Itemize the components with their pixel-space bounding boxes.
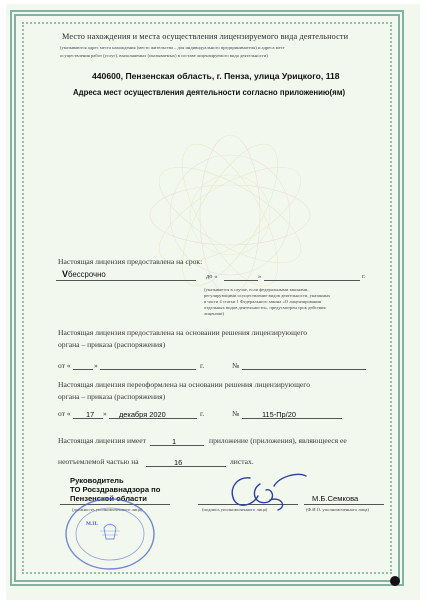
reissue-month-year: декабря 2020 (119, 410, 166, 419)
grant-number-line (242, 369, 366, 370)
reissue-quote-close: » (103, 409, 107, 418)
grant-from: от « (58, 361, 71, 370)
term-until-prefix: до « (206, 273, 218, 280)
term-check-mark: V (62, 269, 69, 279)
caption-name: (Ф.И.О. уполномоченного лица) (306, 507, 369, 512)
reissue-number-label: № (232, 409, 240, 418)
signatory-position-3: Пензенской области (70, 494, 147, 503)
stamp-mp: М.П. (86, 521, 98, 527)
grant-basis-line2: органа – приказа (распоряжения) (58, 340, 166, 349)
caption-signature: (подпись уполномоченного лица) (202, 507, 268, 512)
reissue-day: 17 (86, 410, 95, 419)
grant-year-suffix: г. (200, 361, 205, 370)
appendix-prefix: Настоящая лицензия имеет (58, 436, 146, 445)
appendix-suffix: приложение (приложения), являющееся ее (209, 436, 347, 445)
location-heading: Место нахождения и места осуществления лицензируемого вида деятельности (62, 32, 349, 41)
handwritten-signature (220, 466, 310, 516)
reissue-day-line (73, 418, 103, 419)
grant-number-label: № (232, 361, 240, 370)
term-label: Настоящая лицензия предоставлена на срок: (58, 257, 203, 266)
term-note-3: в части 4 статьи 1 Федерального закона «О лицензировании (204, 299, 322, 304)
reissue-year-suffix: г. (200, 409, 205, 418)
caption-position: (должность уполномоченного лица) (72, 507, 143, 512)
signatory-name: М.Б.Семкова (312, 494, 359, 503)
term-until-mid: » (258, 273, 262, 280)
reissue-basis-line2: органа – приказа (распоряжения) (58, 392, 166, 401)
name-line (304, 504, 384, 505)
grant-day-line (73, 369, 93, 370)
term-note-5: лицензии) (204, 311, 224, 316)
term-note-2: регулирующими осуществление видов деятельности, указанных (204, 293, 331, 298)
guilloche-rosette (140, 120, 320, 310)
signatory-position-1: Руководитель (70, 476, 124, 485)
grant-quote-close: » (94, 361, 98, 370)
appendix-line2: неотъемлемой частью на (58, 457, 139, 466)
appendix-addresses: Адреса мест осуществления деятельности согласно приложению(ям) (73, 88, 346, 97)
signatory-position-2: ТО Росздравнадзора по (70, 485, 161, 494)
reissue-month-line (109, 418, 197, 419)
grant-month-line (100, 369, 196, 370)
appendix-sheets-suffix: листах. (230, 457, 254, 466)
reissue-number: 115-Пр/20 (262, 410, 296, 419)
reissue-from: от « (58, 409, 71, 418)
hole-punch-mark (390, 576, 400, 586)
official-stamp (60, 495, 160, 573)
term-until-day-line (224, 280, 258, 281)
appendix-sheets-line (146, 466, 226, 467)
appendix-count-line (150, 445, 204, 446)
term-note-4: отдельных видов деятельности», предусмотрен срок действия (204, 305, 326, 310)
term-year-suffix: г. (362, 273, 366, 280)
term-value: бессрочно (68, 270, 106, 279)
grant-basis-line1: Настоящая лицензия предоставлена на основании решения лицензирующего (58, 328, 308, 337)
term-note-1: (указывается в случае, если федеральными законами, (204, 287, 309, 292)
appendix-count: 1 (172, 437, 177, 446)
reissue-number-line (242, 418, 342, 419)
reissue-basis-line1: Настоящая лицензия переоформлена на основании решения лицензирующего (58, 380, 311, 389)
address-value: 440600, Пензенская область, г. Пенза, улица Урицкого, 118 (92, 71, 340, 81)
term-until-line (264, 280, 360, 281)
term-underline (56, 280, 196, 281)
appendix-sheets: 16 (174, 458, 183, 467)
location-note-1: (указываются адрес места нахождения (место жительства – для индивидуального предпринимателя) и адреса мест (60, 45, 285, 50)
location-note-2: осуществления работ (услуг), выполняемых (оказываемых) в составе лицензируемого вида деятельности) (60, 53, 268, 58)
